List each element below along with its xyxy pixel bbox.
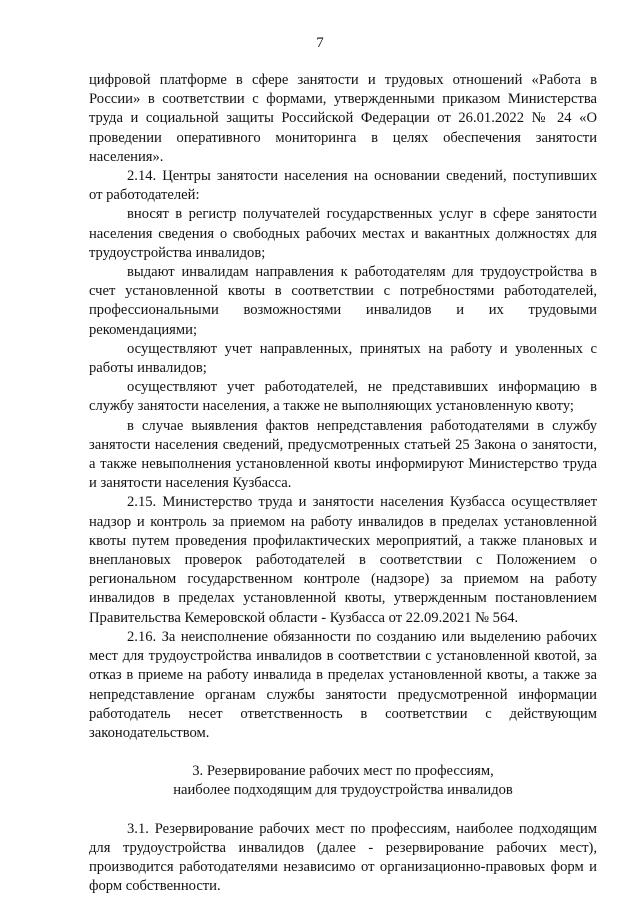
paragraph-2-15: 2.15. Министерство труда и занятости населения Кузбасса осуществляет надзор и контроль за приемом на работу инвалидов в пределах установленной квоты путем проведения профилактических мероприятий, а также плановых и внеплановых проверок работодателей в соответствии с Положением о региональном государственном контроле (надзоре) за приемом на работу инвалидов в пределах установленной квоты, утвержденным постановлением Правительства Кемеровской области - Кузбасса от 22.09.2021 № 564. xyxy=(89,494,597,626)
paragraph-2-16: 2.16. За неисполнение обязанности по созданию или выделению рабочих мест для трудоустройства инвалидов в соответствии с установленной квотой, за отказ в приеме на работу инвалида в пределах установленной квоты, а также за непредставление органам службы занятости предусмотренной информации работодатель несет ответственность в соответствии с действующим законодательством. xyxy=(89,628,597,741)
section-heading-line-2: наиболее подходящим для трудоустройства инвалидов xyxy=(173,782,513,799)
list-item-employers: осуществляют учет работодателей, не представивших информацию в службу занятости населения, а также не выполняющих установленную квоту; xyxy=(89,379,597,415)
paragraph-2-14: 2.14. Центры занятости населения на основании сведений, поступивших от работодателей: xyxy=(89,168,597,204)
list-item-violations: в случае выявления фактов непредставления работодателями в службу занятости населения сведений, предусмотренных статьей 25 Закона о занятости, а также невыполнения установленной квоты информируют Министерство труда и занятости населения Кузбасса. xyxy=(89,417,597,492)
page-number: 7 xyxy=(316,35,324,51)
section-heading xyxy=(89,762,597,800)
list-item-register: вносят в регистр получателей государственных услуг в сфере занятости населения сведения о свободных рабочих местах и вакантных должностях для трудоустройства инвалидов; xyxy=(89,206,597,261)
document-body xyxy=(89,71,597,896)
list-item-accounting: осуществляют учет направленных, принятых на работу и уволенных с работы инвалидов; xyxy=(89,340,597,377)
list-item-referrals: выдают инвалидам направления к работодателям для трудоустройства в счет установленной квоты в соответствии с потребностями работодателей, профессиональными возможностями инвалидов и их трудовыми рекомендациями; xyxy=(89,264,597,338)
paragraph-3-1: 3.1. Резервирование рабочих мест по профессиям, наиболее подходящим для трудоустройства инвалидов (далее - резервирование рабочих мест), производится работодателями независимо от организационно-правовых форм и форм собственности. xyxy=(89,820,597,895)
section-heading-line-1: 3. Резервирование рабочих мест по профессиям, xyxy=(192,763,494,780)
paragraph-continuation: цифровой платформе в сфере занятости и трудовых отношений «Работа в России» в соответствии с формами, утвержденными приказом Министерства труда и социальной защиты Российской Федерации от 26.01.2022 № 24 «О проведении оперативного мониторинга в целях обеспечения занятости населения». xyxy=(89,72,597,165)
